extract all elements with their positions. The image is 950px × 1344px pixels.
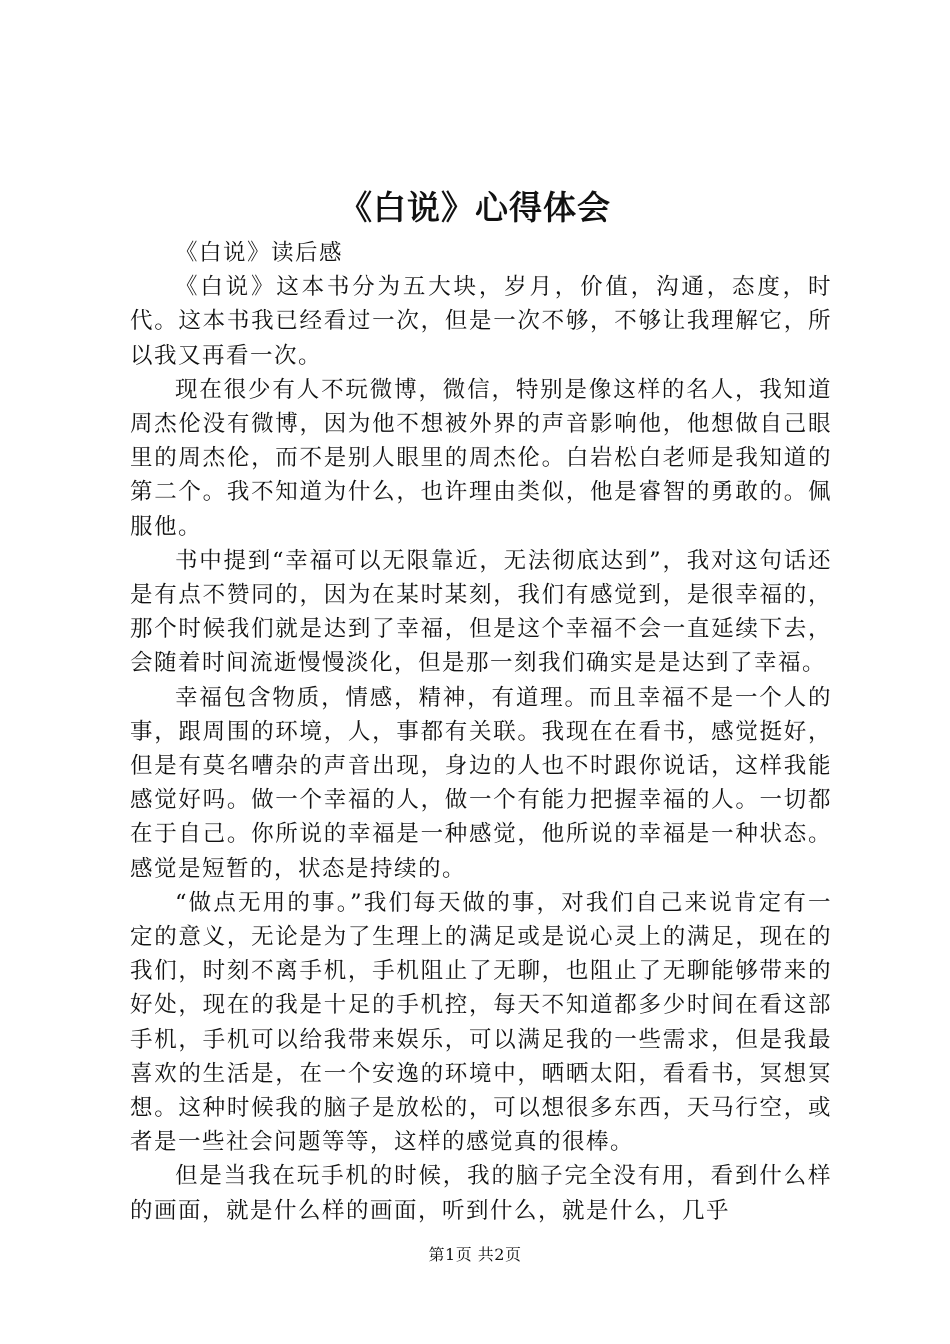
document-title: 《白说》心得体会	[339, 188, 611, 227]
paragraph: 现在很少有人不玩微博，微信，特别是像这样的名人，我知道周杰伦没有微博，因为他不想被外界的声音影响他，他想做自己眼里的周杰伦，而不是别人眼里的周杰伦。白岩松白老师是我知道的第二个。我不知道为什么，也许理由类似，他是睿智的勇敢的。佩服他。	[130, 376, 832, 540]
document-body	[130, 236, 832, 1228]
paragraph: “做点无用的事。”我们每天做的事，对我们自己来说肯定有一定的意义，无论是为了生理上的满足或是说心灵上的满足，现在的我们，时刻不离手机，手机阻止了无聊，也阻止了无聊能够带来的好处，现在的我是十足的手机控，每天不知道都多少时间在看这部手机，手机可以给我带来娱乐，可以满足我的一些需求，但是我最喜欢的生活是，在一个安逸的环境中，晒晒太阳，看看书，冥想冥想。这种时候我的脑子是放松的，可以想很多东西，天马行空，或者是一些社会问题等等，这样的感觉真的很棒。	[130, 889, 832, 1156]
paragraph: 《白说》这本书分为五大块，岁月，价值，沟通，态度，时代。这本书我已经看过一次，但是一次不够，不够让我理解它，所以我又再看一次。	[130, 274, 832, 369]
paragraph: 书中提到“幸福可以无限靠近，无法彻底达到”，我对这句话还是有点不赞同的，因为在某时某刻，我们有感觉到，是很幸福的，那个时候我们就是达到了幸福，但是这个幸福不会一直延续下去，会随着时间流逝慢慢淡化，但是那一刻我们确实是是达到了幸福。	[130, 547, 832, 677]
paragraph-subtitle: 《白说》读后感	[175, 240, 344, 266]
paragraph: 但是当我在玩手机的时候，我的脑子完全没有用，看到什么样的画面，就是什么样的画面，听到什么，就是什么，几乎	[130, 1163, 832, 1224]
paragraph: 幸福包含物质，情感，精神，有道理。而且幸福不是一个人的事，跟周围的环境，人，事都有关联。我现在在看书，感觉挺好，但是有莫名嘈杂的声音出现，身边的人也不时跟你说话，这样我能感觉好吗。做一个幸福的人，做一个有能力把握幸福的人。一切都在于自己。你所说的幸福是一种感觉，他所说的幸福是一种状态。感觉是短暂的，状态是持续的。	[130, 684, 832, 882]
page-footer: 第1页 共2页	[428, 1245, 522, 1264]
